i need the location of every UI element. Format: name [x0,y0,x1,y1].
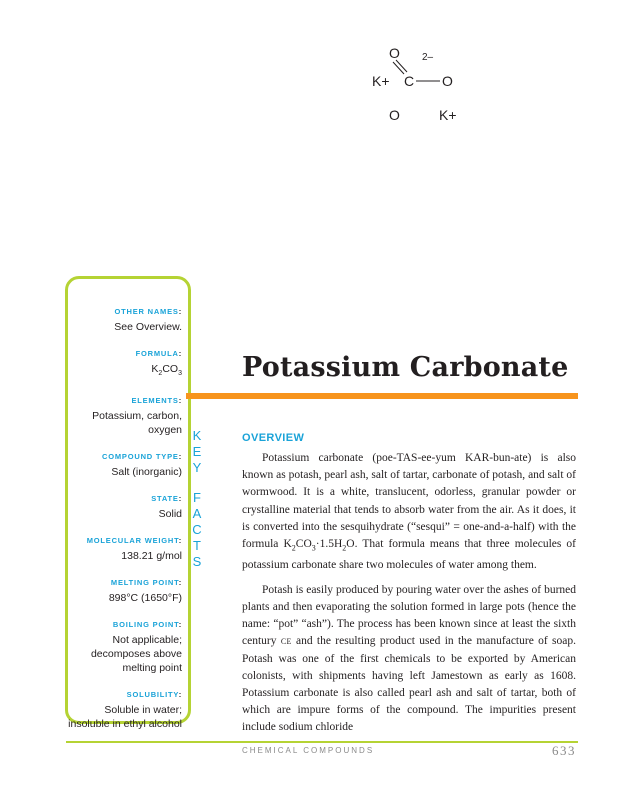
fact-value: Salt (inorganic) [111,466,182,479]
double-bond-line-2 [396,60,407,72]
fact-value: See Overview. [114,321,182,333]
key-facts-vertical-label: K E Y F A C T S [192,428,202,569]
fact-value: 138.21 g/mol [121,550,182,563]
footer-rule [66,741,578,743]
fact-elements: ELEMENTS: Potassium, carbon, oxygen [64,396,182,437]
fact-melting-point: MELTING POINT: 898°C (1650°F) [64,578,182,605]
paragraph-1: Potassium carbonate (poe-TAS-ee-yum KAR-bun-ate) is also known as potash, pearl ash, salt of tartar, carbonate of potash, and salt of wormwood. It is a white, translucent, odorless, granular powder or crystalline material that tends to absorb water from the air. As it does, it is converted into the sesquihydrate (“sesqui” = one-and-a-half) with the formula $K_2CO_3\cdot 1.5H_2O$. That formula means that three molecules of potassium carbonate share two molecules of water among them. [242,452,576,571]
fact-value: $K_2CO_3$ [151,363,182,378]
overview-heading: OVERVIEW [242,432,305,444]
body-text [242,450,576,745]
charge-label: 2– [422,52,434,63]
atom-k-right: K+ [439,107,457,123]
double-bond-line-1 [393,62,404,74]
formula-inline: $K_2CO_3\cdot 1.5H_2O$ [283,538,355,553]
fact-value: Potassium, carbon, oxygen [92,410,182,437]
fact-formula: FORMULA: $K_2CO_3$ [64,349,182,381]
fact-label: BOILING POINT [112,620,179,630]
era-abbrev: CE [280,637,292,647]
page-title: Potassium Carbonate [242,352,569,383]
footer-book-title: CHEMICAL COMPOUNDS [242,746,375,755]
atom-o-bottom: O [389,107,400,123]
fact-label: SOLUBILITY [126,690,179,700]
key-facts-box [65,276,191,731]
fact-label: COMPOUND TYPE [102,452,179,462]
fact-value: Solid [158,508,182,521]
atom-o-right: O [442,73,453,89]
atom-o-top: O [389,45,400,61]
fact-compound-type: COMPOUND TYPE: Salt (inorganic) [64,452,182,479]
fact-label: STATE [151,494,179,504]
fact-label: MELTING POINT [110,578,179,588]
fact-other-names: OTHER NAMES: See Overview. [64,307,182,334]
fact-state: STATE: Solid [64,494,182,521]
fact-boiling-point: BOILING POINT: Not applicable; decomposes above melting point [64,620,182,675]
paragraph-2: Potash is easily produced by pouring water over the ashes of burned plants and then evaporating the solution formed in large pots (hence the name: “pot” “ash”). The process has been known since at least the sixth century CE and the resulting product used in the manufacture of soap. Potash was one of the first chemicals to be exported by American colonists, with shipments having left Jamestown as early as 1608. Potassium carbonate is also called pearl ash and salt of tartar, both of which are impure forms of the compound. The impurities present include sodium chloride [242,583,576,734]
page-number: 633 [552,743,576,758]
fact-value: Not applicable; decomposes above melting point [90,634,182,675]
key-facts-list [64,307,182,746]
atom-k-left: K+ [372,73,390,89]
fact-label: FORMULA [135,349,179,358]
structure-diagram [360,38,470,128]
fact-value: 898°C (1650°F) [108,592,182,605]
fact-label: OTHER NAMES [114,307,179,316]
atom-c: C [404,73,415,89]
fact-value: Soluble in water; insoluble in ethyl alcohol [68,704,182,731]
fact-solubility: SOLUBILITY: Soluble in water; insoluble in ethyl alcohol [64,690,182,731]
fact-molecular-weight: MOLECULAR WEIGHT: 138.21 g/mol [64,536,182,563]
fact-label: ELEMENTS [131,396,179,406]
title-rule [186,393,578,399]
fact-label: MOLECULAR WEIGHT [86,536,179,546]
